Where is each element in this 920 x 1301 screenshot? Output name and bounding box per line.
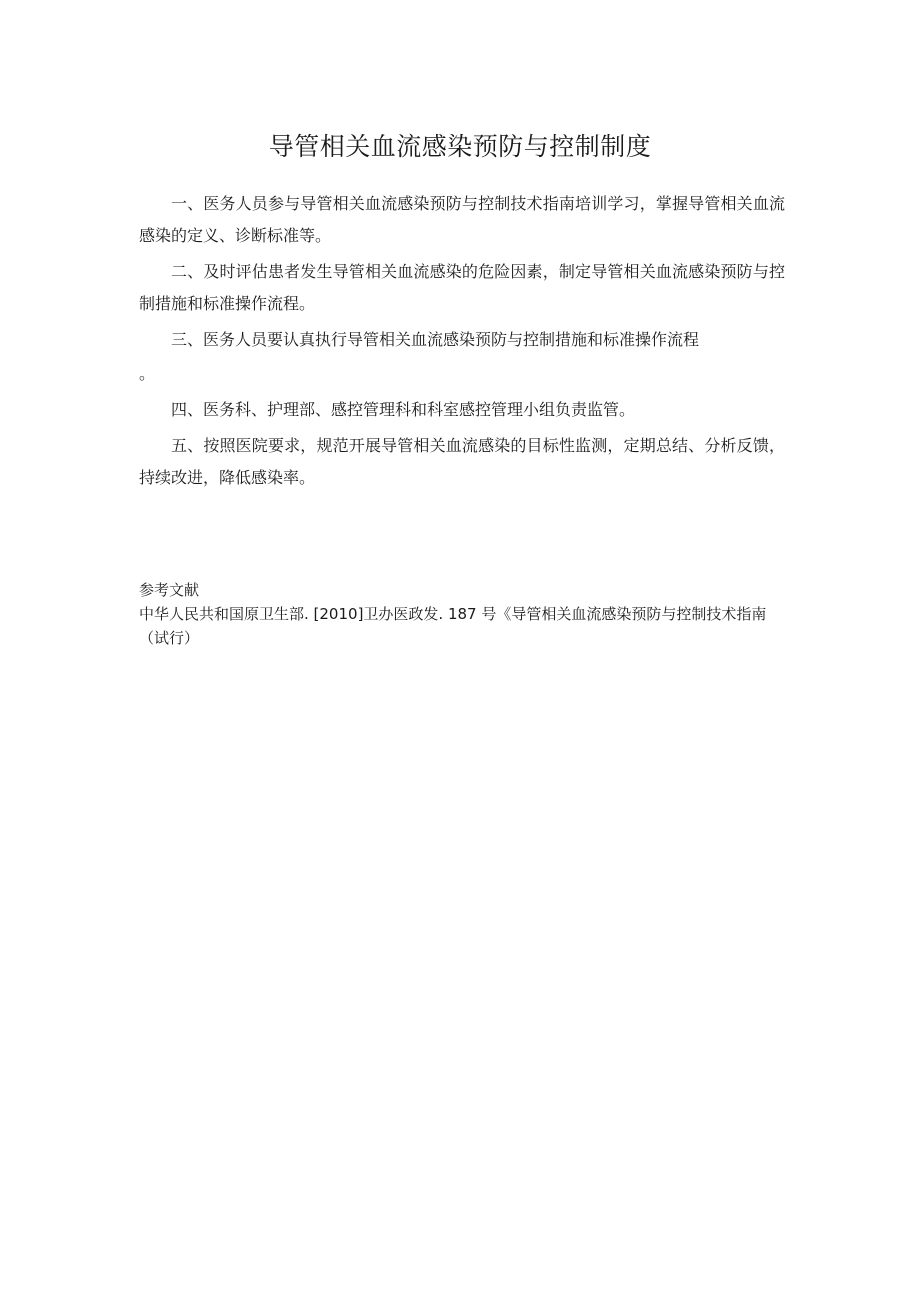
paragraph-2: 二、及时评估患者发生导管相关血流感染的危险因素，制定导管相关血流感染预防与控制措施和标准操作流程。 — [139, 262, 785, 313]
references-heading: 参考文献 — [139, 581, 200, 599]
paragraph-3: 三、医务人员要认真执行导管相关血流感染预防与控制措施和标准操作流程 — [171, 330, 700, 349]
paragraph-5: 五、按照医院要求，规范开展导管相关血流感染的目标性监测，定期总结、分析反馈，持续改进，降低感染率。 — [139, 436, 785, 487]
references-section — [139, 578, 789, 650]
paragraph-1: 一、医务人员参与导管相关血流感染预防与控制技术指南培训学习，掌握导管相关血流感染的定义、诊断标准等。 — [139, 194, 785, 245]
document-title: 导管相关血流感染预防与控制制度 — [268, 132, 652, 161]
paragraph-4: 四、医务科、护理部、感控管理科和科室感控管理小组负责监管。 — [171, 400, 636, 419]
reference-entry-line-1: 中华人民共和国原卫生部. [2010]卫办医政发. 187 号《导管相关血流感染预防与控制技术指南 — [139, 605, 767, 623]
reference-entry-line-2: （试行） — [139, 629, 200, 647]
document-body — [139, 188, 785, 498]
paragraph-3-period: 。 — [139, 364, 156, 383]
